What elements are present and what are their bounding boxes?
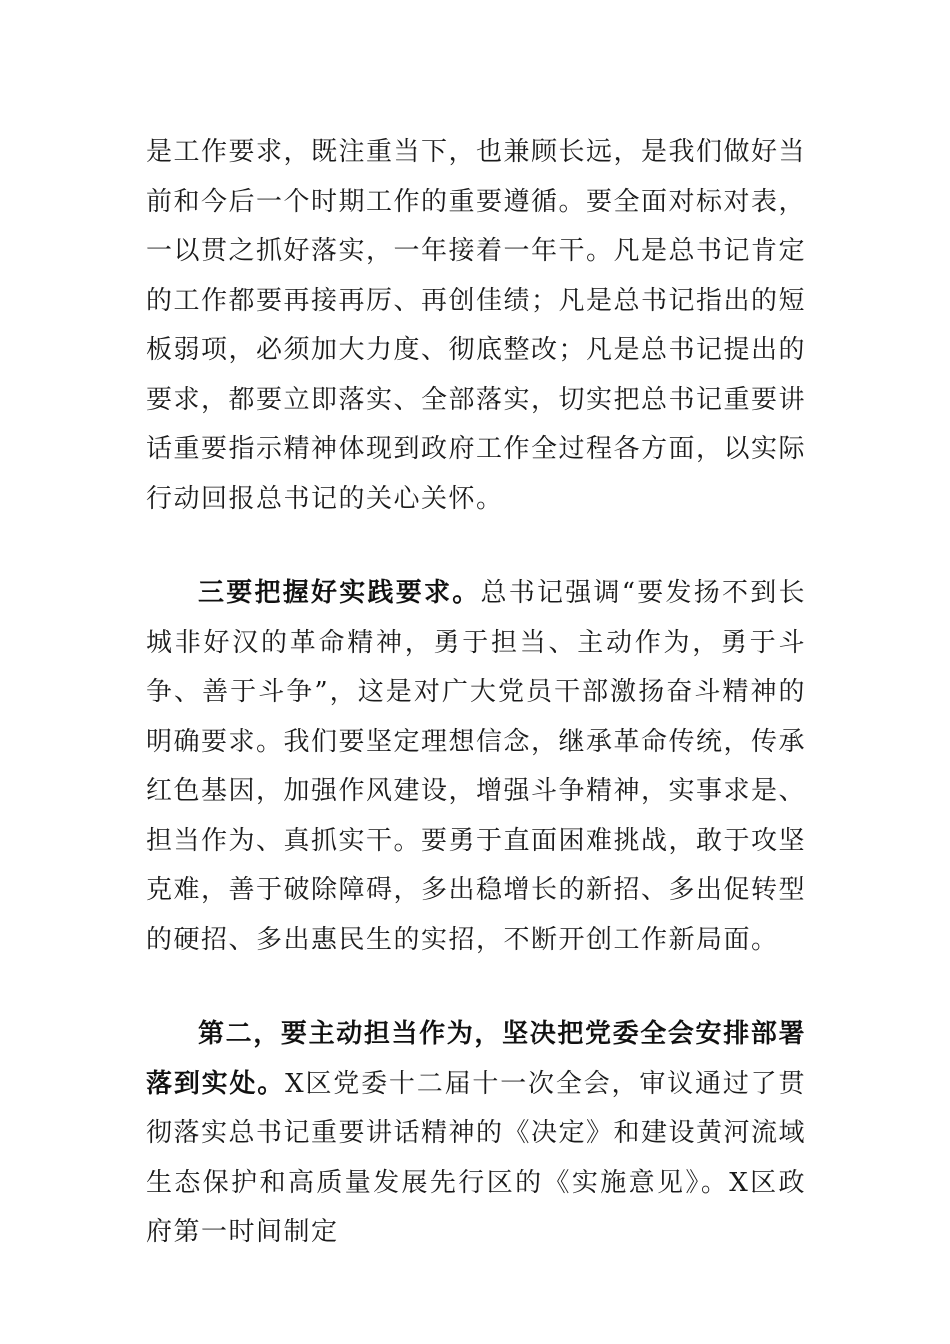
paragraph-body: 是工作要求，既注重当下，也兼顾长远，是我们做好当前和今后一个时期工作的重要遵循。要全面对标对表，一以贯之抓好落实，一年接着一年干。凡是总书记肯定的工作都要再接再厉、再创佳绩；凡是总书记指出的短板弱项，必须加大力度、彻底整改；凡是总书记提出的要求，都要立即落实、全部落实，切实把总书记重要讲话重要指示精神体现到政府工作全过程各方面，以实际行动回报总书记的关心关怀。 [146,137,807,514]
paragraph-continuation [146,128,806,524]
document-body [146,128,806,1258]
paragraph-body: 总书记强调“要发扬不到长城非好汉的革命精神，勇于担当、主动作为，勇于斗争、善于斗争”，这是对广大党员干部激扬奋斗精神的明确要求。我们要坚定理想信念，继承革命传统，传承红色基因，加强作风建设，增强斗争精神，实事求是、担当作为、真抓实干。要勇于直面困难挑战，敢于攻坚克难，善于破除障碍，多出稳增长的新招、多出促转型的硬招、多出惠民生的实招，不断开创工作新局面。 [146,578,807,955]
paragraph-gap [146,965,806,1010]
paragraph-body: X区党委十二届十一次全会，审议通过了贯彻落实总书记重要讲话精神的《决定》和建设黄河流域生态保护和高质量发展先行区的《实施意见》。X区政府第一时间制定 [146,1068,807,1247]
paragraph-section-two [146,1010,806,1258]
section-heading: 第二，要主动担当作为，坚决把党委全会安排部署落到实处。 [146,1019,806,1099]
paragraph-lead-heading: 三要把握好实践要求。 [198,578,481,608]
paragraph-practice-requirements [146,569,806,965]
paragraph-gap [146,524,806,569]
